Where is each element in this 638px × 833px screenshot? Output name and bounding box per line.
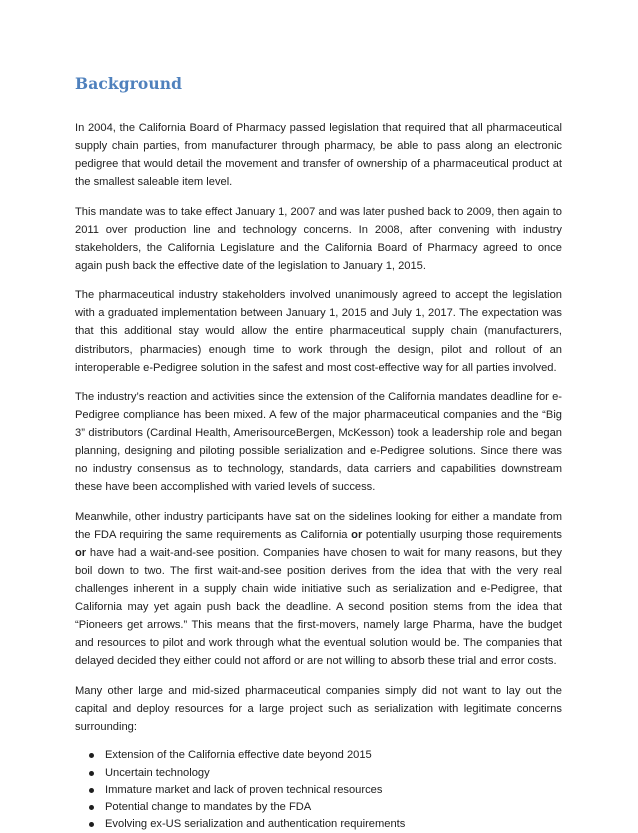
paragraph-6: Many other large and mid-sized pharmaceutical companies simply did not want to lay out the capital and deploy resources for a large project such as serialization with legitimate concerns surrounding: [75,684,562,733]
list-item: Immature market and lack of proven technical resources [75,782,562,799]
section-heading: Background [75,74,183,93]
paragraph-2: This mandate was to take effect January 1, 2007 and was later pushed back to 2009, then again to 2011 over production line and technology concerns. In 2008, after convening with industry stakeholders, the California Legislature and the California Board of Pharmacy agreed to once again push back the effective date of the legislation to January 1, 2015. [75,205,562,272]
paragraph-5 [75,508,562,670]
paragraph-5-bold-or-2: or [75,546,87,559]
document-body [75,119,562,833]
list-item: Uncertain technology [75,765,562,782]
paragraph-5-text-1: Meanwhile, other industry participants have sat on the sidelines looking for either a mandate from the FDA requiring the same requirements as California [75,510,562,541]
paragraph-4: The industry’s reaction and activities since the extension of the California mandates deadline for e-Pedigree compliance has been mixed. A few of the major pharmaceutical companies and the “Big 3” distributors (Cardinal Health, AmerisourceBergen, McKesson) took a leadership role and began planning, designing and piloting possible serialization and e-Pedigree solutions. Since there was no industry consensus as to technology, standards, data carriers and capabilities downstream these have been accomplished with varied levels of success. [75,391,562,494]
paragraph-1: In 2004, the California Board of Pharmacy passed legislation that required that all pharmaceutical supply chain parties, from manufacturer through pharmacy, be able to pass along an electronic pedigree that would detail the movement and transfer of ownership of a pharmaceutical product at the smallest saleable item level. [75,122,562,189]
paragraph-5-text-3: have had a wait-and-see position. Companies have chosen to wait for many reasons, but they boil down to two. The first wait-and-see position derives from the idea that with the very real challenges inherent in a supply chain wide initiative such as serialization and e-Pedigree, that California may yet again push back the deadline. A second position stems from the idea that “Pioneers get arrows.” This means that the first-movers, namely large Pharma, have the budget and resources to pilot and work through what the eventual solution would be. The companies that delayed decided they either could not afford or are not willing to absorb these trial and error costs. [75,546,562,668]
paragraph-3: The pharmaceutical industry stakeholders involved unanimously agreed to accept the legislation with a graduated implementation between January 1, 2015 and July 1, 2017. The expectation was that this additional stay would allow the entire pharmaceutical supply chain (manufacturers, distributors, pharmacies) enough time to work through the design, pilot and rollout of an interoperable e-Pedigree solution in the safest and most cost-effective way for all parties involved. [75,289,562,374]
paragraph-5-bold-or-1: or [351,528,363,541]
concerns-list [75,747,562,833]
list-item: Potential change to mandates by the FDA [75,799,562,816]
list-item: Extension of the California effective date beyond 2015 [75,747,562,764]
paragraph-5-text-2: potentially usurping those requirements [362,528,562,541]
list-item: Evolving ex-US serialization and authentication requirements [75,816,562,833]
